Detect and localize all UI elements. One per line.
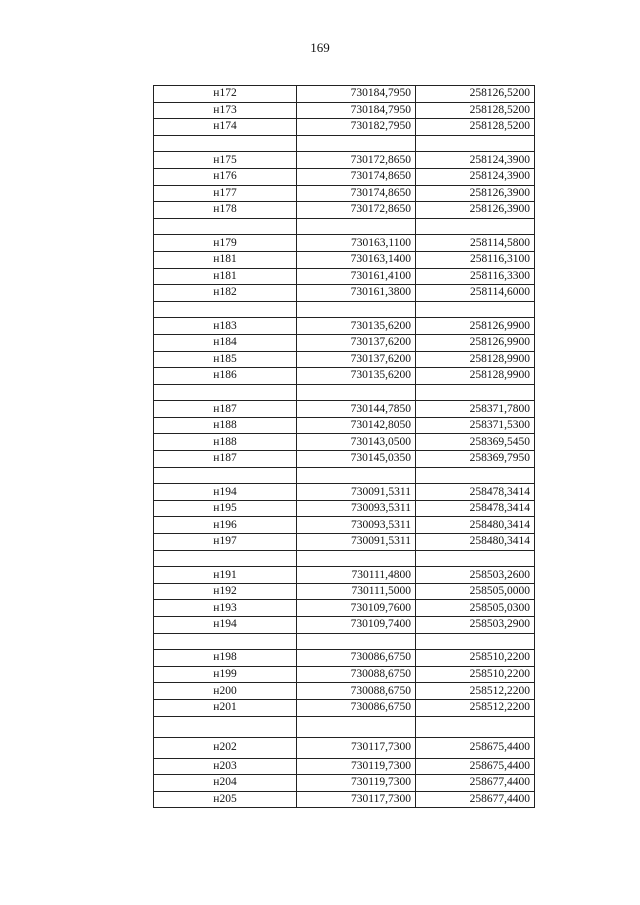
y-coordinate-cell: 258369,7950 [416, 451, 535, 468]
table-row [154, 86, 535, 103]
point-id-cell: н174 [154, 119, 297, 136]
point-id-cell: н202 [154, 737, 297, 758]
x-coordinate-cell: 730137,6200 [297, 351, 416, 368]
table-row [154, 567, 535, 584]
table-row [154, 775, 535, 792]
y-coordinate-cell: 258116,3100 [416, 251, 535, 268]
table-row [154, 334, 535, 351]
y-coordinate-cell: 258369,5450 [416, 434, 535, 451]
point-id-cell: н182 [154, 285, 297, 302]
y-coordinate-cell: 258510,2200 [416, 666, 535, 683]
x-coordinate-cell: 730144,7850 [297, 401, 416, 418]
empty-cell [416, 301, 535, 318]
x-coordinate-cell: 730117,7300 [297, 791, 416, 808]
y-coordinate-cell: 258505,0000 [416, 583, 535, 600]
table-row [154, 600, 535, 617]
y-coordinate-cell: 258126,3900 [416, 202, 535, 219]
x-coordinate-cell: 730088,6750 [297, 666, 416, 683]
y-coordinate-cell: 258124,3900 [416, 168, 535, 185]
point-id-cell: н205 [154, 791, 297, 808]
y-coordinate-cell: 258677,4400 [416, 775, 535, 792]
spacer-row [154, 218, 535, 235]
spacer-row [154, 633, 535, 650]
point-id-cell: н175 [154, 152, 297, 169]
y-coordinate-cell: 258114,5800 [416, 235, 535, 252]
x-coordinate-cell: 730091,5311 [297, 534, 416, 551]
y-coordinate-cell: 258116,3300 [416, 268, 535, 285]
x-coordinate-cell: 730117,7300 [297, 737, 416, 758]
empty-cell [154, 135, 297, 152]
y-coordinate-cell: 258675,4400 [416, 758, 535, 775]
x-coordinate-cell: 730184,7950 [297, 102, 416, 119]
table-row [154, 517, 535, 534]
x-coordinate-cell: 730161,3800 [297, 285, 416, 302]
table-row [154, 351, 535, 368]
x-coordinate-cell: 730093,5311 [297, 517, 416, 534]
empty-cell [297, 633, 416, 650]
spacer-row [154, 301, 535, 318]
x-coordinate-cell: 730143,0500 [297, 434, 416, 451]
coordinates-table-body [154, 86, 535, 808]
empty-cell [297, 384, 416, 401]
y-coordinate-cell: 258126,9900 [416, 334, 535, 351]
spacer-row [154, 135, 535, 152]
y-coordinate-cell: 258114,6000 [416, 285, 535, 302]
table-row [154, 318, 535, 335]
y-coordinate-cell: 258128,5200 [416, 119, 535, 136]
table-row [154, 168, 535, 185]
table-row [154, 434, 535, 451]
point-id-cell: н188 [154, 417, 297, 434]
table-row [154, 484, 535, 501]
point-id-cell: н185 [154, 351, 297, 368]
point-id-cell: н177 [154, 185, 297, 202]
table-row [154, 683, 535, 700]
y-coordinate-cell: 258510,2200 [416, 650, 535, 667]
empty-cell [416, 384, 535, 401]
y-coordinate-cell: 258124,3900 [416, 152, 535, 169]
point-id-cell: н203 [154, 758, 297, 775]
table-row [154, 791, 535, 808]
empty-cell [297, 467, 416, 484]
point-id-cell: н183 [154, 318, 297, 335]
x-coordinate-cell: 730086,6750 [297, 650, 416, 667]
empty-cell [154, 218, 297, 235]
empty-cell [416, 716, 535, 737]
point-id-cell: н187 [154, 451, 297, 468]
empty-cell [416, 633, 535, 650]
table-row [154, 534, 535, 551]
x-coordinate-cell: 730142,8050 [297, 417, 416, 434]
table-row [154, 417, 535, 434]
point-id-cell: н192 [154, 583, 297, 600]
empty-cell [297, 135, 416, 152]
x-coordinate-cell: 730182,7950 [297, 119, 416, 136]
table-row [154, 617, 535, 634]
point-id-cell: н181 [154, 268, 297, 285]
x-coordinate-cell: 730172,8650 [297, 202, 416, 219]
table-row [154, 451, 535, 468]
table-row [154, 251, 535, 268]
point-id-cell: н181 [154, 251, 297, 268]
spacer-row [154, 716, 535, 737]
x-coordinate-cell: 730088,6750 [297, 683, 416, 700]
table-row [154, 152, 535, 169]
empty-cell [297, 301, 416, 318]
y-coordinate-cell: 258512,2200 [416, 683, 535, 700]
y-coordinate-cell: 258128,9900 [416, 368, 535, 385]
empty-cell [154, 550, 297, 567]
empty-cell [297, 550, 416, 567]
empty-cell [154, 716, 297, 737]
point-id-cell: н198 [154, 650, 297, 667]
point-id-cell: н197 [154, 534, 297, 551]
y-coordinate-cell: 258505,0300 [416, 600, 535, 617]
spacer-row [154, 384, 535, 401]
x-coordinate-cell: 730093,5311 [297, 500, 416, 517]
x-coordinate-cell: 730119,7300 [297, 758, 416, 775]
y-coordinate-cell: 258126,9900 [416, 318, 535, 335]
table-row [154, 583, 535, 600]
x-coordinate-cell: 730135,6200 [297, 318, 416, 335]
point-id-cell: н204 [154, 775, 297, 792]
point-id-cell: н188 [154, 434, 297, 451]
empty-cell [297, 218, 416, 235]
table-row [154, 401, 535, 418]
empty-cell [154, 467, 297, 484]
x-coordinate-cell: 730109,7400 [297, 617, 416, 634]
table-row [154, 268, 535, 285]
table-row [154, 102, 535, 119]
x-coordinate-cell: 730145,0350 [297, 451, 416, 468]
point-id-cell: н201 [154, 699, 297, 716]
table-row [154, 500, 535, 517]
empty-cell [416, 218, 535, 235]
empty-cell [154, 384, 297, 401]
x-coordinate-cell: 730172,8650 [297, 152, 416, 169]
point-id-cell: н179 [154, 235, 297, 252]
point-id-cell: н200 [154, 683, 297, 700]
x-coordinate-cell: 730137,6200 [297, 334, 416, 351]
table-row [154, 368, 535, 385]
y-coordinate-cell: 258371,7800 [416, 401, 535, 418]
point-id-cell: н194 [154, 484, 297, 501]
y-coordinate-cell: 258503,2900 [416, 617, 535, 634]
point-id-cell: н184 [154, 334, 297, 351]
x-coordinate-cell: 730161,4100 [297, 268, 416, 285]
y-coordinate-cell: 258480,3414 [416, 534, 535, 551]
point-id-cell: н176 [154, 168, 297, 185]
x-coordinate-cell: 730163,1400 [297, 251, 416, 268]
coordinates-table [153, 85, 535, 808]
table-row [154, 650, 535, 667]
table-row [154, 699, 535, 716]
point-id-cell: н191 [154, 567, 297, 584]
spacer-row [154, 467, 535, 484]
point-id-cell: н186 [154, 368, 297, 385]
y-coordinate-cell: 258480,3414 [416, 517, 535, 534]
y-coordinate-cell: 258512,2200 [416, 699, 535, 716]
spacer-row [154, 550, 535, 567]
point-id-cell: н199 [154, 666, 297, 683]
x-coordinate-cell: 730109,7600 [297, 600, 416, 617]
empty-cell [154, 633, 297, 650]
table-row [154, 235, 535, 252]
y-coordinate-cell: 258126,5200 [416, 86, 535, 103]
point-id-cell: н187 [154, 401, 297, 418]
x-coordinate-cell: 730086,6750 [297, 699, 416, 716]
point-id-cell: н178 [154, 202, 297, 219]
y-coordinate-cell: 258503,2600 [416, 567, 535, 584]
empty-cell [416, 467, 535, 484]
point-id-cell: н193 [154, 600, 297, 617]
table-row [154, 758, 535, 775]
y-coordinate-cell: 258677,4400 [416, 791, 535, 808]
table-row [154, 119, 535, 136]
empty-cell [416, 135, 535, 152]
y-coordinate-cell: 258478,3414 [416, 484, 535, 501]
empty-cell [297, 716, 416, 737]
x-coordinate-cell: 730111,5000 [297, 583, 416, 600]
empty-cell [416, 550, 535, 567]
x-coordinate-cell: 730091,5311 [297, 484, 416, 501]
table-row [154, 737, 535, 758]
empty-cell [154, 301, 297, 318]
x-coordinate-cell: 730174,8650 [297, 185, 416, 202]
point-id-cell: н194 [154, 617, 297, 634]
y-coordinate-cell: 258128,5200 [416, 102, 535, 119]
table-row [154, 185, 535, 202]
x-coordinate-cell: 730174,8650 [297, 168, 416, 185]
x-coordinate-cell: 730135,6200 [297, 368, 416, 385]
y-coordinate-cell: 258128,9900 [416, 351, 535, 368]
y-coordinate-cell: 258478,3414 [416, 500, 535, 517]
table-row [154, 202, 535, 219]
point-id-cell: н195 [154, 500, 297, 517]
point-id-cell: н172 [154, 86, 297, 103]
x-coordinate-cell: 730163,1100 [297, 235, 416, 252]
point-id-cell: н173 [154, 102, 297, 119]
y-coordinate-cell: 258371,5300 [416, 417, 535, 434]
table-row [154, 666, 535, 683]
point-id-cell: н196 [154, 517, 297, 534]
table-row [154, 285, 535, 302]
x-coordinate-cell: 730111,4800 [297, 567, 416, 584]
x-coordinate-cell: 730119,7300 [297, 775, 416, 792]
y-coordinate-cell: 258675,4400 [416, 737, 535, 758]
page-number: 169 [310, 40, 330, 55]
y-coordinate-cell: 258126,3900 [416, 185, 535, 202]
x-coordinate-cell: 730184,7950 [297, 86, 416, 103]
